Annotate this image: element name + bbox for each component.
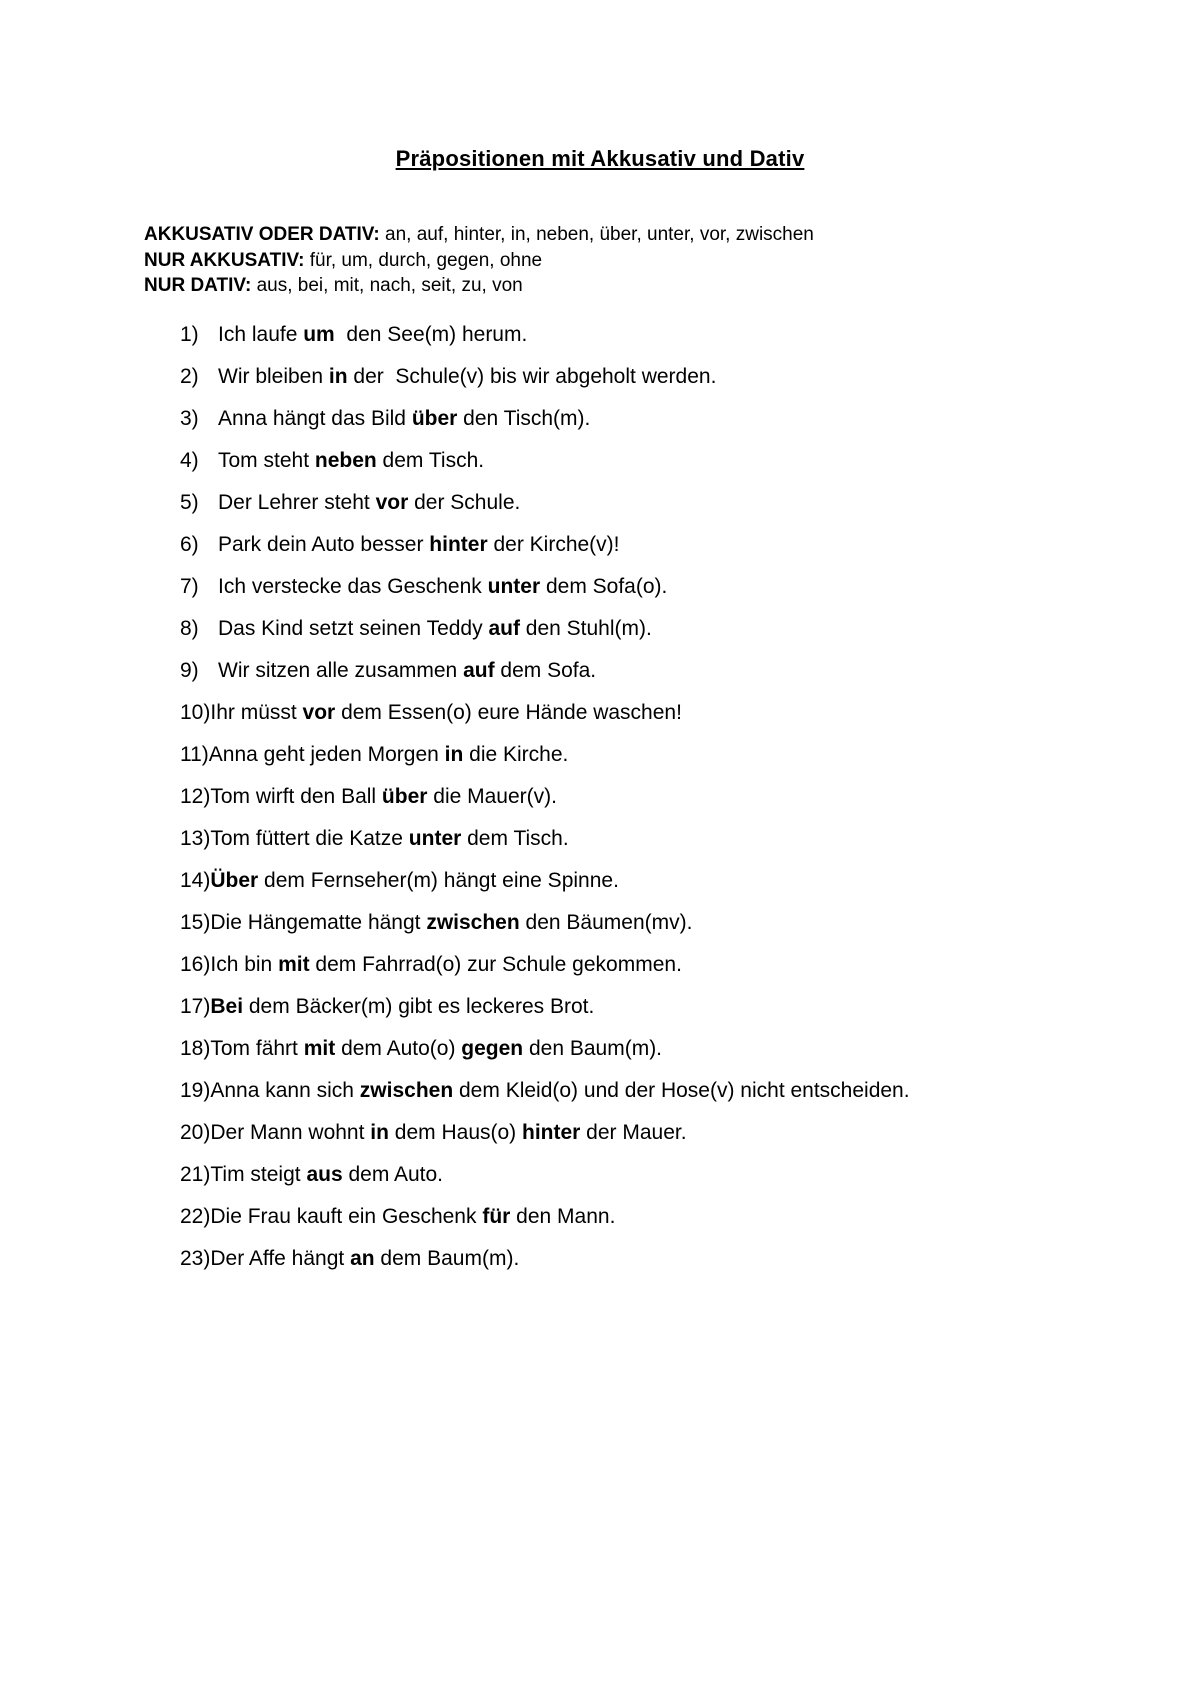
legend-line-akk-oder-dat bbox=[144, 222, 814, 248]
item-sentence bbox=[218, 491, 520, 514]
legend-text: an, auf, hinter, in, neben, über, unter, vor, zwischen bbox=[379, 224, 814, 245]
item-sentence bbox=[210, 995, 594, 1018]
item-number: 9) bbox=[180, 659, 199, 682]
item-sentence bbox=[210, 1247, 519, 1270]
sentence-text: dem Tisch. bbox=[461, 827, 569, 850]
item-sentence bbox=[210, 785, 557, 808]
exercise-item bbox=[180, 827, 1080, 869]
sentence-text: Anna kann sich bbox=[210, 1079, 360, 1102]
sentence-text: den See(m) herum. bbox=[334, 323, 528, 346]
exercise-item bbox=[180, 1037, 1080, 1079]
sentence-text: den Baum(m). bbox=[523, 1037, 663, 1060]
sentence-text: Tom füttert die Katze bbox=[210, 827, 409, 850]
preposition-highlight: für bbox=[482, 1205, 511, 1228]
item-number: 10) bbox=[180, 701, 211, 724]
sentence-text: dem Tisch. bbox=[376, 449, 485, 472]
item-sentence bbox=[218, 449, 484, 472]
item-number: 18) bbox=[180, 1037, 211, 1060]
item-number: 22) bbox=[180, 1205, 211, 1228]
sentence-text: dem Kleid(o) und der Hose(v) nicht entscheiden. bbox=[453, 1079, 910, 1102]
preposition-highlight: hinter bbox=[429, 533, 488, 556]
item-sentence bbox=[218, 365, 716, 388]
item-number: 6) bbox=[180, 533, 199, 556]
preposition-highlight: unter bbox=[408, 827, 462, 850]
preposition-highlight: unter bbox=[487, 575, 541, 598]
sentence-text: den Bäumen(mv). bbox=[519, 911, 693, 934]
sentence-text: dem Sofa(o). bbox=[540, 575, 668, 598]
preposition-highlight: aus bbox=[306, 1163, 343, 1186]
sentence-text: der Schule. bbox=[408, 491, 521, 514]
item-number: 4) bbox=[180, 449, 199, 472]
sentence-text: dem Auto. bbox=[342, 1163, 444, 1186]
exercise-item bbox=[180, 911, 1080, 953]
item-number: 7) bbox=[180, 575, 199, 598]
item-number: 2) bbox=[180, 365, 199, 388]
item-number: 16) bbox=[180, 953, 211, 976]
item-number: 13) bbox=[180, 827, 211, 850]
sentence-text: Ich bin bbox=[210, 953, 279, 976]
item-sentence bbox=[210, 911, 692, 934]
item-number: 17) bbox=[180, 995, 211, 1018]
sentence-text: dem Auto(o) bbox=[335, 1037, 462, 1060]
sentence-text: dem Bäcker(m) gibt es leckeres Brot. bbox=[243, 995, 595, 1018]
exercise-item bbox=[180, 617, 1080, 659]
preposition-highlight: über bbox=[381, 785, 428, 808]
preposition-highlight: Über bbox=[210, 869, 259, 892]
sentence-text: dem Fahrrad(o) zur Schule gekommen. bbox=[309, 953, 682, 976]
exercise-item bbox=[180, 407, 1080, 449]
preposition-highlight: in bbox=[444, 743, 464, 766]
item-number: 21) bbox=[180, 1163, 211, 1186]
item-sentence bbox=[210, 701, 682, 724]
legend-line-nur-dat bbox=[144, 273, 814, 299]
preposition-highlight: um bbox=[303, 323, 335, 346]
sentence-text: dem Baum(m). bbox=[374, 1247, 520, 1270]
sentence-text: Park dein Auto besser bbox=[218, 533, 430, 556]
sentence-text: Tom wirft den Ball bbox=[210, 785, 382, 808]
exercise-item bbox=[180, 575, 1080, 617]
item-number: 8) bbox=[180, 617, 199, 640]
legend-text: für, um, durch, gegen, ohne bbox=[304, 249, 543, 271]
sentence-text: die Kirche. bbox=[463, 743, 569, 766]
item-sentence bbox=[210, 1079, 909, 1102]
preposition-highlight: hinter bbox=[522, 1121, 581, 1144]
sentence-text: dem Haus(o) bbox=[388, 1121, 522, 1144]
item-number: 5) bbox=[180, 491, 199, 514]
item-sentence bbox=[218, 323, 527, 346]
exercise-item bbox=[180, 1247, 1080, 1289]
exercise-item bbox=[180, 449, 1080, 491]
sentence-text: den Stuhl(m). bbox=[519, 617, 652, 640]
item-sentence bbox=[218, 659, 596, 682]
item-number: 14) bbox=[180, 869, 211, 892]
preposition-highlight: vor bbox=[302, 701, 336, 724]
sentence-text: Ich laufe bbox=[218, 323, 304, 346]
sentence-text: Das Kind setzt seinen Teddy bbox=[218, 617, 489, 640]
sentence-text: dem Essen(o) eure Hände waschen! bbox=[335, 701, 682, 724]
exercise-list bbox=[180, 323, 1080, 1289]
preposition-highlight: in bbox=[370, 1121, 389, 1144]
item-sentence bbox=[218, 575, 667, 598]
preposition-highlight: mit bbox=[303, 1037, 336, 1060]
page-title: Präpositionen mit Akkusativ und Dativ bbox=[395, 146, 805, 171]
sentence-text: Ich verstecke das Geschenk bbox=[218, 575, 488, 598]
preposition-highlight: Bei bbox=[210, 995, 244, 1018]
item-sentence bbox=[210, 1037, 662, 1060]
sentence-text: der Mauer. bbox=[580, 1121, 687, 1144]
sentence-text: Anna geht jeden Morgen bbox=[208, 743, 445, 766]
preposition-highlight: in bbox=[328, 365, 348, 388]
sentence-text: Tim steigt bbox=[210, 1163, 307, 1186]
exercise-item bbox=[180, 743, 1080, 785]
item-number: 12) bbox=[180, 785, 211, 808]
exercise-item bbox=[180, 953, 1080, 995]
preposition-highlight: zwischen bbox=[359, 1079, 454, 1102]
sentence-text: Tom steht bbox=[218, 449, 315, 472]
preposition-legend bbox=[144, 222, 814, 299]
item-sentence bbox=[210, 827, 568, 850]
exercise-item bbox=[180, 995, 1080, 1037]
sentence-text: Wir bleiben bbox=[218, 365, 329, 388]
preposition-highlight: neben bbox=[314, 449, 377, 472]
sentence-text: die Mauer(v). bbox=[427, 785, 557, 808]
item-sentence bbox=[210, 953, 682, 976]
exercise-item bbox=[180, 1205, 1080, 1247]
sentence-text: Wir sitzen alle zusammen bbox=[218, 659, 464, 682]
legend-label: AKKUSATIV ODER DATIV: bbox=[144, 224, 380, 245]
preposition-highlight: gegen bbox=[461, 1037, 524, 1060]
preposition-highlight: über bbox=[411, 407, 458, 430]
sentence-text: Ihr müsst bbox=[210, 701, 303, 724]
item-sentence bbox=[209, 743, 569, 766]
exercise-item bbox=[180, 785, 1080, 827]
exercise-item bbox=[180, 1163, 1080, 1205]
exercise-item bbox=[180, 365, 1080, 407]
legend-label: NUR AKKUSATIV: bbox=[144, 249, 305, 271]
exercise-item bbox=[180, 1121, 1080, 1163]
preposition-highlight: an bbox=[350, 1247, 375, 1270]
item-number: 3) bbox=[180, 407, 199, 430]
sentence-text: Tom fährt bbox=[210, 1037, 304, 1060]
item-number: 11) bbox=[180, 743, 209, 766]
preposition-highlight: mit bbox=[278, 953, 310, 976]
exercise-item bbox=[180, 701, 1080, 743]
exercise-item bbox=[180, 323, 1080, 365]
preposition-highlight: zwischen bbox=[426, 911, 520, 934]
sentence-text: Der Mann wohnt bbox=[210, 1121, 371, 1144]
item-number: 1) bbox=[180, 323, 199, 346]
sentence-text: Der Lehrer steht bbox=[218, 491, 376, 514]
exercise-item bbox=[180, 533, 1080, 575]
exercise-item bbox=[180, 659, 1080, 701]
item-number: 20) bbox=[180, 1121, 211, 1144]
sentence-text: der Kirche(v)! bbox=[487, 533, 620, 556]
item-sentence bbox=[210, 1205, 615, 1228]
item-number: 15) bbox=[180, 911, 211, 934]
exercise-item bbox=[180, 491, 1080, 533]
item-sentence bbox=[210, 1163, 443, 1186]
item-sentence bbox=[218, 617, 652, 640]
sentence-text: Die Hängematte hängt bbox=[210, 911, 427, 934]
sentence-text: Die Frau kauft ein Geschenk bbox=[210, 1205, 483, 1228]
sentence-text: dem Sofa. bbox=[494, 659, 597, 682]
legend-line-nur-akk bbox=[144, 248, 814, 274]
legend-label: NUR DATIV: bbox=[144, 275, 252, 296]
sentence-text: der Schule(v) bis wir abgeholt werden. bbox=[347, 365, 717, 388]
item-sentence bbox=[218, 407, 590, 430]
sentence-text: den Tisch(m). bbox=[457, 407, 591, 430]
legend-text: aus, bei, mit, nach, seit, zu, von bbox=[251, 275, 523, 296]
exercise-item bbox=[180, 1079, 1080, 1121]
item-sentence bbox=[218, 533, 620, 556]
exercise-item bbox=[180, 869, 1080, 911]
sentence-text: Der Affe hängt bbox=[210, 1247, 351, 1270]
item-sentence bbox=[210, 1121, 686, 1144]
preposition-highlight: vor bbox=[375, 491, 409, 514]
sentence-text: den Mann. bbox=[510, 1205, 616, 1228]
item-number: 23) bbox=[180, 1247, 211, 1270]
preposition-highlight: auf bbox=[463, 659, 495, 682]
item-sentence bbox=[210, 869, 619, 892]
item-number: 19) bbox=[180, 1079, 211, 1102]
sentence-text: dem Fernseher(m) hängt eine Spinne. bbox=[258, 869, 619, 892]
sentence-text: Anna hängt das Bild bbox=[218, 407, 412, 430]
preposition-highlight: auf bbox=[488, 617, 520, 640]
